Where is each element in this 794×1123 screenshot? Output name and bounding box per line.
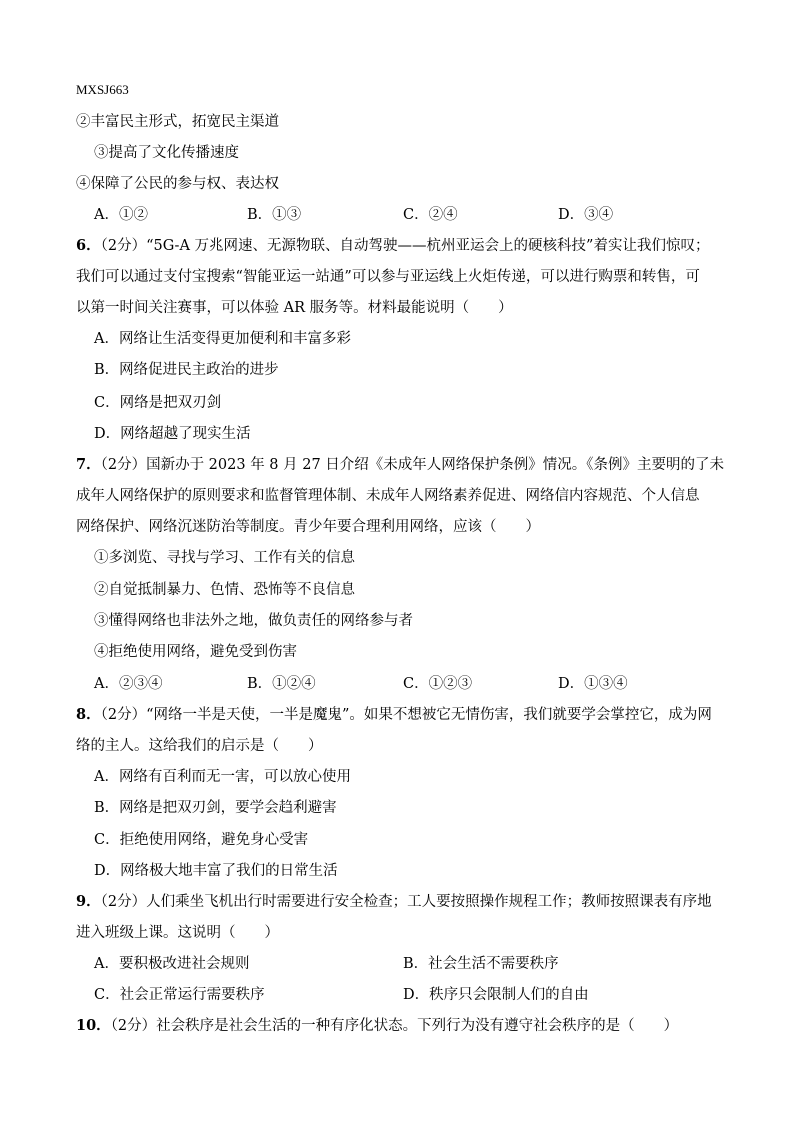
q7-stem-text: （2分）国新办于 2023 年 8 月 27 日介绍《未成年人网络保护条例》情况。《条例》主要明的了未 (100, 457, 725, 473)
q5-item-4: ④保障了公民的参与权、表达权 (76, 176, 279, 192)
q7-item-2: ②自觉抵制暴力、色情、恐怖等不良信息 (94, 582, 355, 598)
q8-option-a: A．网络有百利而无一害，可以放心使用 (94, 769, 351, 785)
q9-number: 9． (76, 893, 101, 910)
q7-item-1: ①多浏览、寻找与学习、工作有关的信息 (94, 550, 355, 566)
q7-option-d: D．①③④ (558, 676, 628, 692)
q8-stem-line-1 (76, 708, 712, 723)
q9-option-b: B．社会生活不需要秩序 (403, 956, 559, 972)
q7-stem-line-3: 网络保护、网络沉迷防治等制度。青少年要合理利用网络，应该（ ） (76, 519, 540, 535)
q9-stem-line-1 (76, 895, 712, 910)
q5-option-c: C．②④ (403, 207, 458, 223)
q8-stem-line-2: 络的主人。这给我们的启示是（ ） (76, 738, 323, 754)
q7-option-b: B．①②④ (247, 676, 316, 692)
q7-stem-line-1 (76, 458, 724, 473)
q9-option-c: C．社会正常运行需要秩序 (94, 987, 265, 1003)
q6-option-c: C．网络是把双刃剑 (94, 395, 222, 411)
q10-number: 10． (76, 1017, 111, 1034)
document-code: MXSJ663 (76, 82, 129, 97)
q6-option-a: A．网络让生活变得更加便利和丰富多彩 (94, 331, 351, 347)
q5-item-3: ③提高了文化传播速度 (94, 145, 239, 161)
q6-stem-line-2: 我们可以通过支付宝搜索“智能亚运一站通”可以参与亚运线上火炬传递，可以进行购票和转售，可 (76, 269, 700, 285)
q6-number: 6． (76, 237, 101, 254)
q6-stem-text: （2分）“5G-A 万兆网速、无源物联、自动驾驶——杭州亚运会上的硬核科技”着实让我们惊叹； (100, 238, 710, 254)
q5-option-b: B．①③ (247, 207, 302, 223)
q7-item-4: ④拒绝使用网络，避免受到伤害 (94, 644, 297, 660)
q10-stem-line-1 (76, 1019, 678, 1034)
q9-stem-line-2: 进入班级上课。这说明（ ） (76, 925, 279, 941)
q7-option-c: C．①②③ (403, 676, 473, 692)
q8-option-c: C．拒绝使用网络，避免身心受害 (94, 832, 309, 848)
q9-stem-text: （2分）人们乘坐飞机出行时需要进行安全检查；工人要按照操作规程工作；教师按照课表有序地 (100, 894, 712, 910)
q6-option-d: D．网络超越了现实生活 (94, 426, 251, 442)
q5-item-2: ②丰富民主形式，拓宽民主渠道 (76, 114, 279, 130)
q8-number: 8． (76, 706, 101, 723)
q6-option-b: B．网络促进民主政治的进步 (94, 362, 279, 378)
q6-stem-line-1 (76, 239, 709, 254)
q7-item-3: ③懂得网络也非法外之地，做负责任的网络参与者 (94, 613, 413, 629)
q8-option-d: D．网络极大地丰富了我们的日常生活 (94, 863, 338, 879)
q5-option-a: A．①② (94, 207, 148, 223)
q10-stem-text: （2分）社会秩序是社会生活的一种有序化状态。下列行为没有遵守社会秩序的是（ ） (110, 1018, 679, 1034)
q6-stem-line-3: 以第一时间关注赛事，可以体验 AR 服务等。材料最能说明（ ） (76, 300, 513, 316)
q8-stem-text: （2分）“网络一半是天使，一半是魔鬼”。如果不想被它无情伤害，我们就要学会掌控它，成为网 (100, 707, 712, 723)
q7-stem-line-2: 成年人网络保护的原则要求和监督管理体制、未成年人网络素养促进、网络信内容规范、个人信息 (76, 488, 700, 504)
q9-option-d: D．秩序只会限制人们的自由 (403, 987, 589, 1003)
q5-option-d: D．③④ (558, 207, 614, 223)
q8-option-b: B．网络是把双刃剑，要学会趋利避害 (94, 800, 337, 816)
q7-number: 7． (76, 456, 101, 473)
q9-option-a: A．要积极改进社会规则 (94, 956, 250, 972)
q7-option-a: A．②③④ (94, 676, 163, 692)
